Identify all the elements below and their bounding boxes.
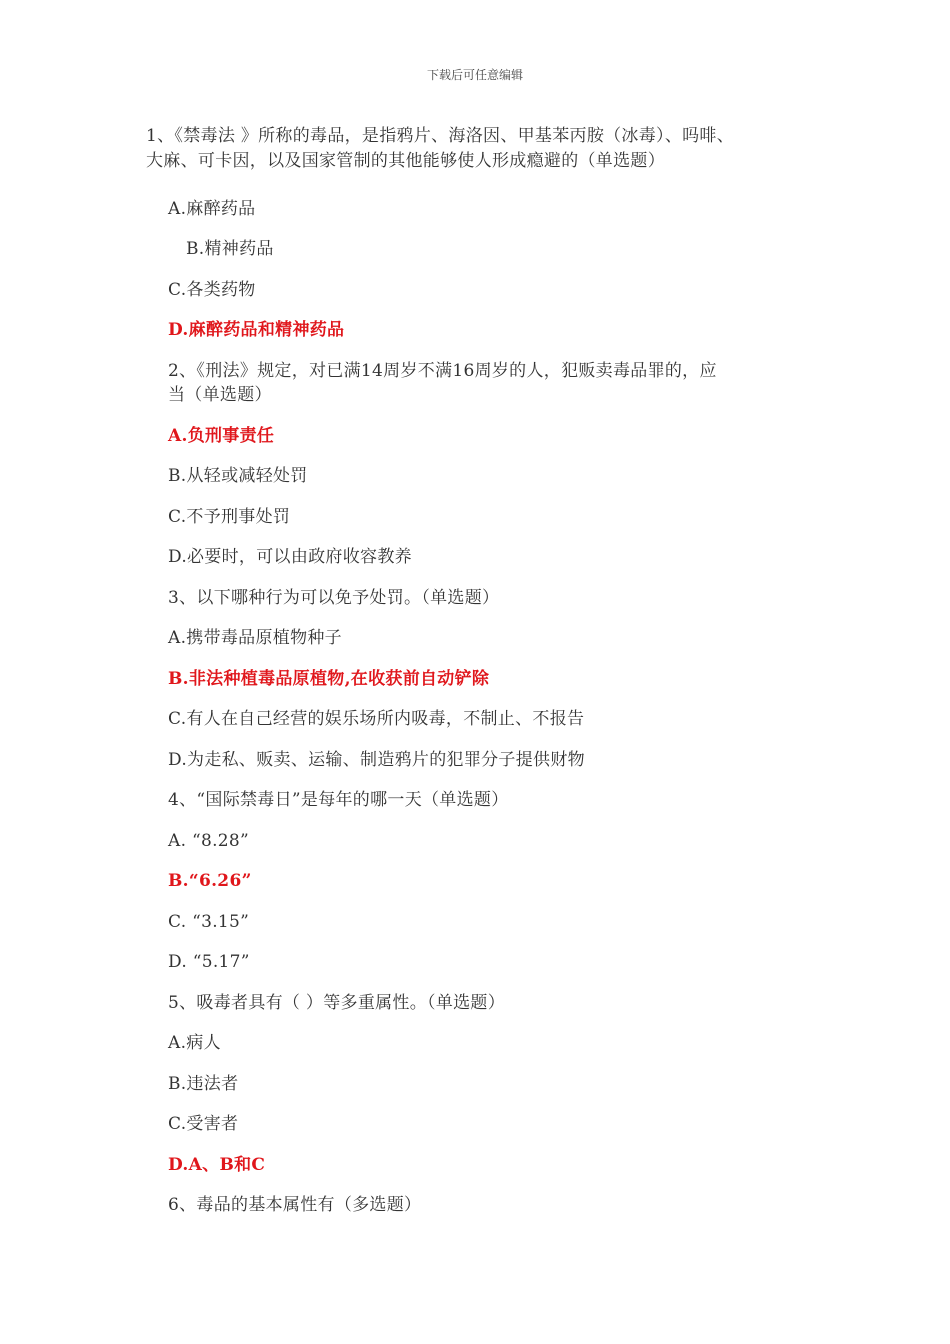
question-4: 4、“国际禁毒日”是每年的哪一天（单选题） <box>168 790 509 810</box>
option-line: D. “5.17” <box>168 952 250 972</box>
option-line: C.有人在自己经营的娱乐场所内吸毒，不制止、不报告 <box>168 709 585 729</box>
option-line: D.必要时，可以由政府收容教养 <box>168 547 412 567</box>
option-line: B.精神药品 <box>186 239 274 259</box>
option-line: A.携带毒品原植物种子 <box>168 628 342 648</box>
question-2-line-1: 2、《刑法》规定，对已满14周岁不满16周岁的人，犯贩卖毒品罪的，应 <box>168 361 717 381</box>
option-line: B.违法者 <box>168 1074 239 1094</box>
question-1-line-1: 1、《禁毒法 》所称的毒品，是指鸦片、海洛因、甲基苯丙胺（冰毒）、吗啡、 <box>146 126 735 146</box>
option-line: B.从轻或减轻处罚 <box>168 466 308 486</box>
option-line: C.各类药物 <box>168 280 256 300</box>
option-line: C.受害者 <box>168 1114 239 1134</box>
correct-answer: D.麻醉药品和精神药品 <box>168 320 345 340</box>
question-6: 6、毒品的基本属性有（多选题） <box>168 1195 422 1215</box>
option-line: A.病人 <box>168 1033 221 1053</box>
option-line: D.为走私、贩卖、运输、制造鸦片的犯罪分子提供财物 <box>168 750 585 770</box>
correct-answer: A.负刑事责任 <box>168 426 275 446</box>
correct-answer: B.非法种植毒品原植物,在收获前自动铲除 <box>168 669 490 689</box>
option-line: C.不予刑事处罚 <box>168 507 291 527</box>
option-line: A.麻醉药品 <box>168 199 256 219</box>
option-line: C. “3.15” <box>168 912 250 932</box>
question-2-line-2: 当（单选题） <box>168 385 272 405</box>
question-3: 3、以下哪种行为可以免予处罚。（单选题） <box>168 588 500 608</box>
question-5: 5、吸毒者具有（ ）等多重属性。（单选题） <box>168 993 506 1013</box>
question-1-line-2: 大麻、可卡因，以及国家管制的其他能够使人形成瘾避的（单选题） <box>146 151 665 171</box>
page-header: 下载后可任意编辑 <box>426 68 523 82</box>
correct-answer: D.A、B和C <box>168 1155 266 1175</box>
option-line: A. “8.28” <box>168 831 250 851</box>
correct-answer: B.“6.26” <box>168 871 252 891</box>
